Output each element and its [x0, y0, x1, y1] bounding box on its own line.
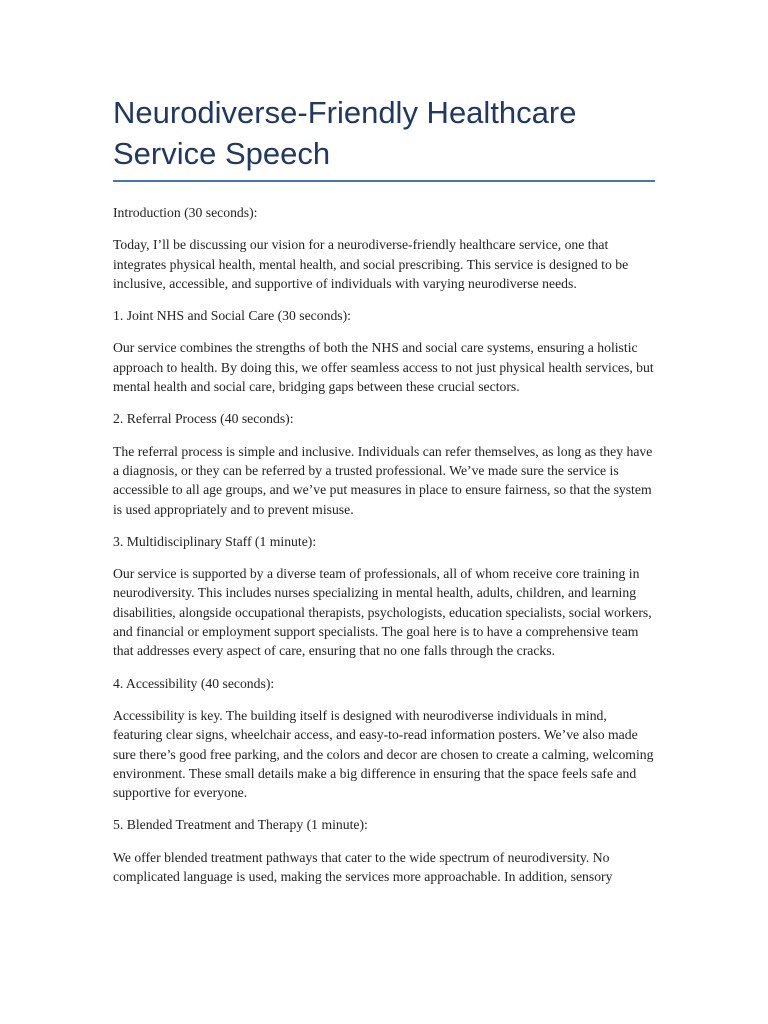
document-page — [113, 92, 655, 899]
document-body — [113, 203, 655, 886]
body-paragraph: We offer blended treatment pathways that cater to the wide spectrum of neurodiversity. No complicated language is used, making the services more approachable. In addition, sensory — [113, 849, 613, 885]
body-paragraph: Our service combines the strengths of both the NHS and social care systems, ensuring a holistic approach to health. By doing this, we offer seamless access to not just physical health services, but mental health and social care, bridging gaps between these crucial sectors. — [113, 340, 654, 395]
section-heading-joint-nhs: 1. Joint NHS and Social Care (30 seconds): — [113, 308, 351, 324]
body-paragraph: Accessibility is key. The building itself is designed with neurodiverse individuals in mind, featuring clear signs, wheelchair access, and easy-to-read information posters. We’ve also made sure there’s good free parking, and the colors and decor are chosen to create a calming, welcoming environment. These small details make a big difference in ensuring that the space feels safe and supportive for everyone. — [113, 707, 654, 801]
section-heading-introduction: Introduction (30 seconds): — [113, 205, 258, 220]
body-paragraph: The referral process is simple and inclusive. Individuals can refer themselves, as long as they have a diagnosis, or they can be referred by a trusted professional. We’ve made sure the service is accessible to all age groups, and we’ve put measures in place to ensure fairness, so that the system is used appropriately and to prevent misuse. — [113, 443, 653, 517]
section-heading-treatment: 5. Blended Treatment and Therapy (1 minute): — [113, 817, 368, 833]
body-paragraph: Today, I’ll be discussing our vision for a neurodiverse-friendly healthcare service, one that integrates physical health, mental health, and social prescribing. This service is designed to be inclusive, accessible, and supportive of individuals with varying neurodiverse needs. — [113, 237, 629, 291]
section-heading-referral: 2. Referral Process (40 seconds): — [113, 411, 294, 427]
section-heading-accessibility: 4. Accessibility (40 seconds): — [113, 675, 275, 691]
document-title: Neurodiverse-Friendly Healthcare Service Speech — [113, 92, 655, 182]
section-heading-staff: 3. Multidisciplinary Staff (1 minute): — [113, 533, 317, 549]
body-paragraph: Our service is supported by a diverse team of professionals, all of whom receive core training in neurodiversity. This includes nurses specializing in mental health, adults, children, and learning disabilities, alongside occupational therapists, psychologists, education specialists, social workers, and financial or employment support specialists. The goal here is to have a comprehensive team that addresses every aspect of care, ensuring that no one falls through the cracks. — [113, 566, 652, 659]
